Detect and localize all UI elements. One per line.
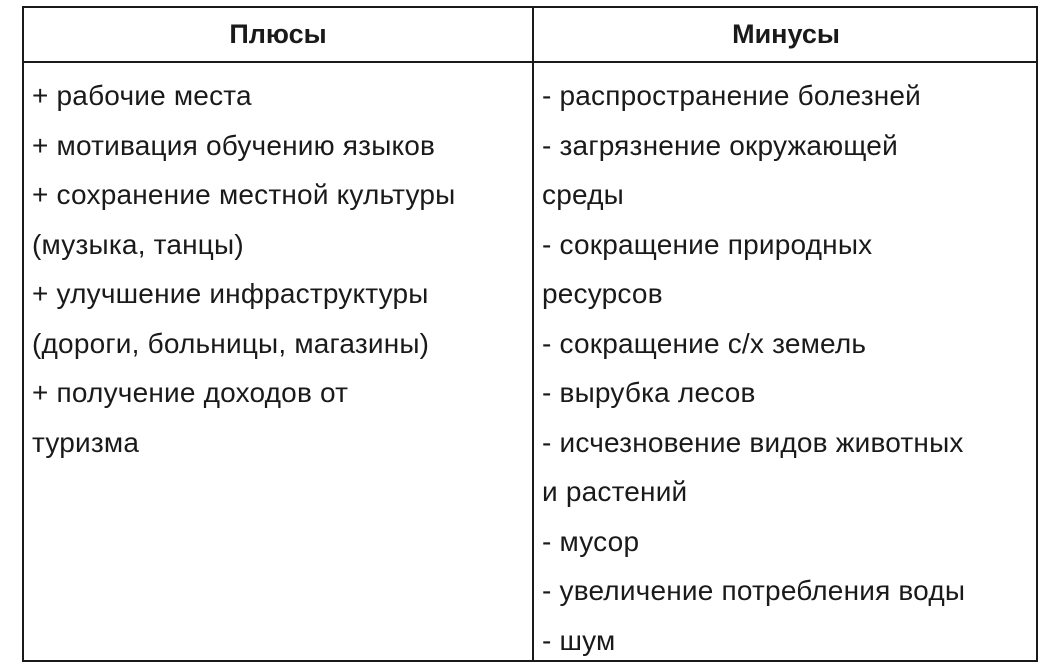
pros-line: (дороги, больницы, магазины) bbox=[32, 327, 430, 359]
header-divider bbox=[24, 61, 1036, 63]
cons-line: - загрязнение окружающей bbox=[542, 129, 898, 161]
cons-line: - сокращение с/х земель bbox=[542, 327, 867, 359]
cons-line: - увеличение потребления воды bbox=[542, 575, 966, 606]
pros-line: + рабочие места bbox=[32, 80, 252, 111]
pros-line: + мотивация обучению языков bbox=[32, 129, 436, 161]
cons-header: Минусы bbox=[732, 19, 840, 49]
pros-list bbox=[32, 71, 455, 467]
pros-line: туризма bbox=[32, 426, 140, 458]
pros-header: Плюсы bbox=[229, 19, 327, 49]
column-divider bbox=[532, 8, 534, 660]
cons-line: - сокращение природных bbox=[542, 228, 873, 260]
pros-cons-table bbox=[22, 6, 1038, 662]
cons-line: среды bbox=[542, 179, 624, 210]
cons-list bbox=[542, 71, 965, 665]
cons-line: и растений bbox=[542, 476, 688, 507]
cons-line: ресурсов bbox=[542, 278, 663, 309]
cons-line: - мусор bbox=[542, 525, 640, 557]
cons-line: - распространение болезней bbox=[542, 80, 922, 111]
cons-line: - исчезновение видов животных bbox=[542, 426, 964, 458]
pros-line: + улучшение инфраструктуры bbox=[32, 278, 429, 309]
pros-line: + получение доходов от bbox=[32, 377, 349, 408]
pros-line: (музыка, танцы) bbox=[32, 228, 244, 260]
pros-line: + сохранение местной культуры bbox=[32, 179, 456, 210]
cons-line: - вырубка лесов bbox=[542, 377, 756, 408]
cons-line: - шум bbox=[542, 624, 616, 656]
